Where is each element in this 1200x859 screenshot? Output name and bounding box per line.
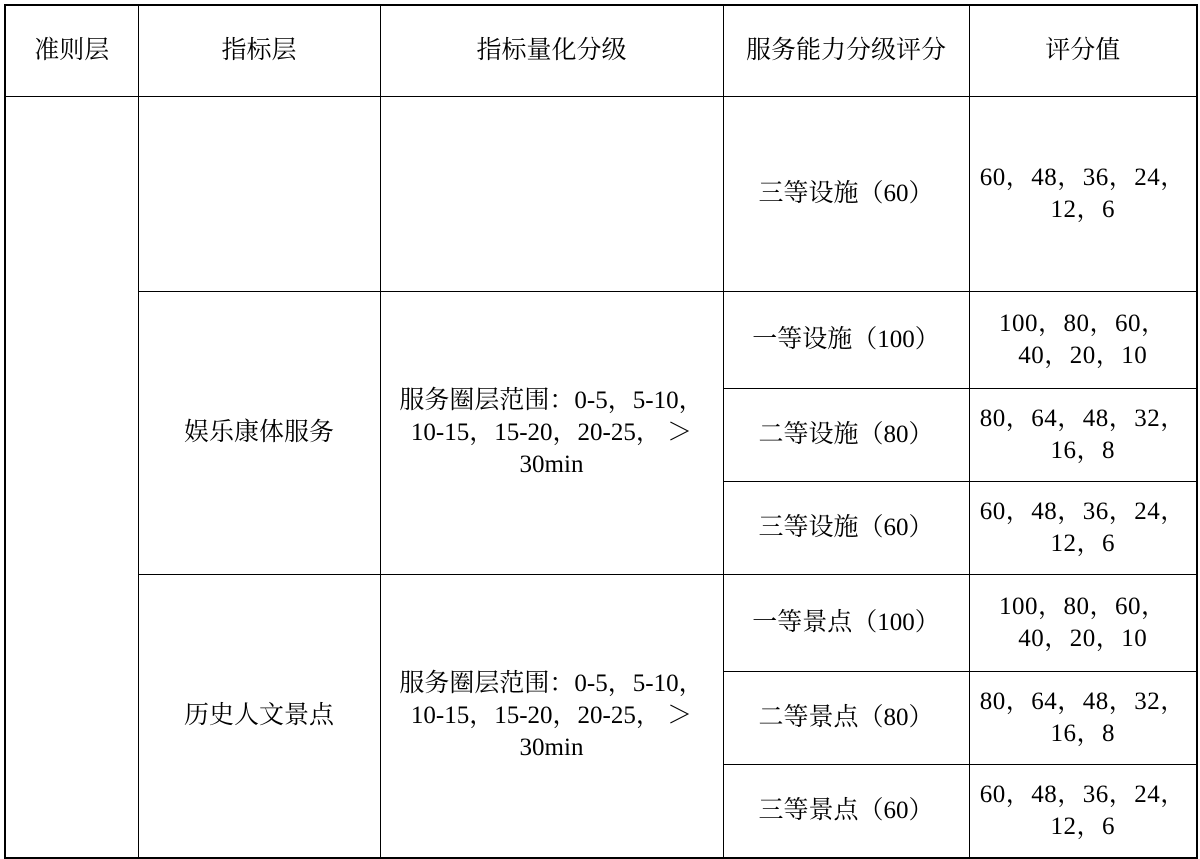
- header-score-value: 评分值: [969, 5, 1197, 97]
- cell-score-value: 60，48，36，24，12，6: [969, 97, 1197, 292]
- table-row: [5, 97, 1197, 292]
- cell-quantification-entertainment: 服务圈层范围：0-5，5-10，10-15，15-20，20-25， ＞30min: [380, 292, 723, 575]
- cell-score-value: 100，80，60，40，20，10: [969, 575, 1197, 672]
- cell-indicator-entertainment: 娱乐康体服务: [138, 292, 380, 575]
- cell-score-value: 60，48，36，24，12，6: [969, 482, 1197, 575]
- header-service-capability-score: 服务能力分级评分: [723, 5, 969, 97]
- cell-score-level: 二等景点（80）: [723, 672, 969, 765]
- cell-score-level: 二等设施（80）: [723, 389, 969, 482]
- cell-indicator-empty-1: [138, 97, 380, 292]
- cell-quantification-historical-sites: 服务圈层范围：0-5，5-10，10-15，15-20，20-25， ＞30min: [380, 575, 723, 859]
- table-row: [5, 292, 1197, 389]
- table-header-row: [5, 5, 1197, 97]
- cell-score-level: 三等设施（60）: [723, 482, 969, 575]
- cell-score-level: 三等设施（60）: [723, 97, 969, 292]
- table-row: [5, 575, 1197, 672]
- cell-score-level: 一等景点（100）: [723, 575, 969, 672]
- cell-score-value: 100，80，60，40，20，10: [969, 292, 1197, 389]
- cell-indicator-historical-sites: 历史人文景点: [138, 575, 380, 859]
- cell-score-level: 三等景点（60）: [723, 765, 969, 859]
- header-indicator-quantification: 指标量化分级: [380, 5, 723, 97]
- header-criterion-layer: 准则层: [5, 5, 138, 97]
- cell-score-value: 80，64，48，32，16，8: [969, 672, 1197, 765]
- service-capability-table: [4, 4, 1198, 859]
- cell-score-level: 一等设施（100）: [723, 292, 969, 389]
- cell-quantification-empty-1: [380, 97, 723, 292]
- header-indicator-layer: 指标层: [138, 5, 380, 97]
- cell-score-value: 60，48，36，24，12，6: [969, 765, 1197, 859]
- cell-score-value: 80，64，48，32，16，8: [969, 389, 1197, 482]
- document-page: [0, 4, 1200, 840]
- cell-criterion-layer: [5, 97, 138, 859]
